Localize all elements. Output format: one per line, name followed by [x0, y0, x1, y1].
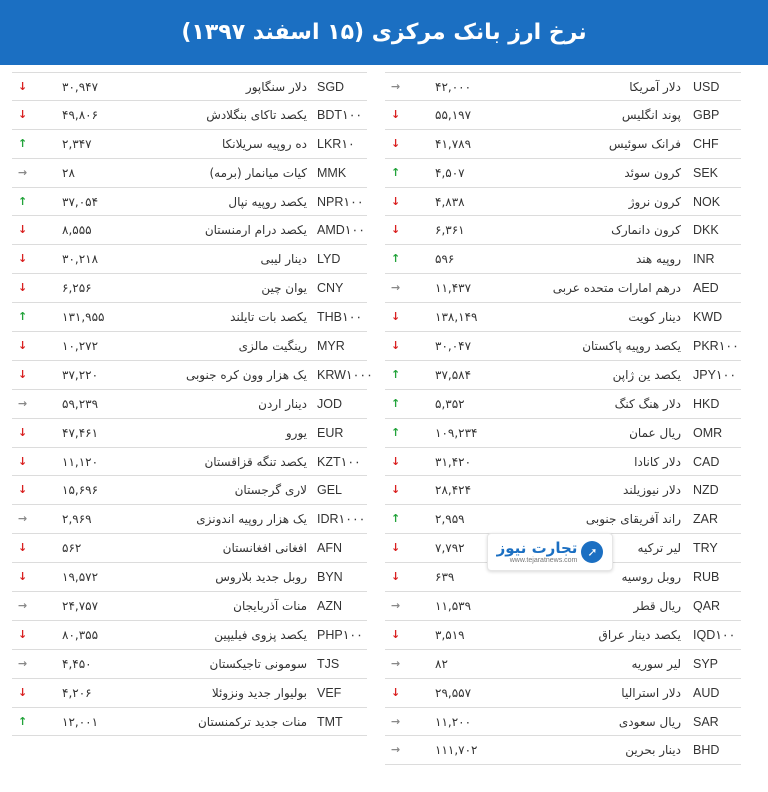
currency-code: THB۱۰۰ — [317, 310, 363, 325]
rate-row — [385, 592, 741, 621]
rate-row — [385, 448, 741, 477]
currency-name: دینار بحرین — [625, 743, 681, 758]
rate-value: ۵۹۶ — [435, 252, 455, 267]
rate-value: ۳۰,۲۱۸ — [62, 252, 99, 267]
currency-code: OMR — [693, 425, 723, 440]
currency-code: RUB — [693, 570, 720, 585]
currency-code: HKD — [693, 396, 720, 411]
rate-row — [12, 621, 367, 650]
header-bar — [0, 0, 768, 65]
currency-code: IDR۱۰۰۰ — [317, 512, 366, 527]
rate-row — [385, 274, 741, 303]
trend-same-icon: → — [18, 512, 28, 526]
currency-code: BHD — [693, 743, 720, 758]
rate-row — [12, 159, 367, 188]
rate-value: ۴۲,۰۰۰ — [435, 80, 472, 94]
currency-name: یکصد تنگه قزاقستان — [204, 454, 307, 469]
currency-code: KRW۱۰۰۰ — [317, 367, 373, 382]
logo-text — [497, 540, 578, 565]
currency-name: افغانی افغانستان — [222, 541, 307, 556]
currency-name: دلار سنگاپور — [245, 80, 307, 94]
rate-value: ۶,۳۶۱ — [435, 223, 465, 238]
rate-value: ۴,۵۰۷ — [435, 165, 465, 180]
currency-name: ریال عمان — [629, 425, 681, 440]
currency-code: TMT — [317, 714, 343, 729]
trend-down-icon: ↓ — [391, 483, 401, 497]
trend-down-icon: ↓ — [18, 281, 28, 295]
currency-code: MMK — [317, 165, 347, 180]
trend-down-icon: ↓ — [391, 107, 401, 121]
trend-down-icon: ↓ — [18, 107, 28, 121]
rate-value: ۳۷,۰۵۴ — [62, 194, 99, 209]
currency-name: درهم امارات متحده عربی — [552, 281, 681, 296]
currency-name: دلار استرالیا — [621, 685, 681, 700]
rate-value: ۱۳۱,۹۵۵ — [62, 310, 105, 325]
rate-row — [385, 621, 741, 650]
currency-name: ریال سعودی — [618, 714, 681, 729]
rate-row — [385, 303, 741, 332]
rate-row — [385, 245, 741, 274]
trend-down-icon: ↓ — [18, 627, 28, 641]
trend-down-icon: ↓ — [391, 570, 401, 584]
rate-value: ۳۷,۵۸۴ — [435, 367, 472, 382]
rate-value: ۲,۳۴۷ — [62, 136, 92, 151]
currency-code: KWD — [693, 310, 723, 325]
currency-code: NOK — [693, 194, 721, 209]
currency-code: TRY — [693, 541, 718, 556]
rate-value: ۲۹,۵۵۷ — [435, 685, 472, 700]
currency-code: SAR — [693, 714, 719, 729]
currency-code: PHP۱۰۰ — [317, 627, 363, 642]
currency-name: رینگیت مالزی — [238, 339, 307, 354]
trend-down-icon: ↓ — [18, 483, 28, 497]
currency-name: لاری گرجستان — [234, 483, 307, 498]
currency-code: QAR — [693, 599, 721, 614]
rate-value: ۸,۵۵۵ — [62, 223, 92, 238]
rate-value: ۴۹,۸۰۶ — [62, 107, 99, 122]
trend-same-icon: → — [391, 599, 401, 613]
rate-row — [385, 216, 741, 245]
currency-name: دینار اردن — [258, 396, 307, 411]
rate-value: ۴,۲۰۶ — [62, 685, 92, 700]
currency-code: VEF — [317, 685, 342, 700]
rate-row — [385, 188, 741, 217]
rates-column-right — [385, 72, 741, 765]
rate-value: ۱۰,۲۷۲ — [62, 339, 99, 354]
rate-value: ۱۹,۵۷۲ — [62, 570, 99, 585]
currency-code: AFN — [317, 541, 342, 556]
rate-row — [12, 592, 367, 621]
rate-row — [385, 476, 741, 505]
rate-value: ۵۶۲ — [62, 541, 82, 556]
rate-value: ۳۷,۲۲۰ — [62, 367, 99, 382]
currency-code: AED — [693, 281, 719, 296]
currency-code: BYN — [317, 570, 343, 585]
rate-value: ۱۱,۲۰۰ — [435, 714, 472, 729]
rate-row — [12, 390, 367, 419]
rate-row — [12, 188, 367, 217]
rate-value: ۵۹,۲۳۹ — [62, 396, 99, 411]
trend-up-icon: ↑ — [18, 194, 28, 208]
trend-down-icon: ↓ — [18, 570, 28, 584]
currency-name: دلار آمریکا — [629, 80, 681, 94]
tejaratnews-logo — [487, 533, 613, 571]
trend-down-icon: ↓ — [391, 541, 401, 555]
currency-name: یک هزار وون کره جنوبی — [185, 367, 307, 382]
rate-value: ۶,۲۵۶ — [62, 281, 92, 296]
currency-name: کرون نروژ — [628, 194, 681, 209]
currency-name: یکصد دینار عراق — [598, 627, 681, 642]
currency-code: EUR — [317, 425, 344, 440]
currency-code: LYD — [317, 252, 341, 267]
currency-name: یکصد درام ارمنستان — [204, 223, 307, 238]
currency-code: MYR — [317, 339, 345, 354]
trend-up-icon: ↑ — [391, 252, 401, 266]
trend-down-icon: ↓ — [18, 367, 28, 381]
trend-up-icon: ↑ — [391, 425, 401, 439]
rate-row — [385, 708, 741, 737]
rate-row — [12, 650, 367, 679]
currency-name: سومونی تاجیکستان — [209, 656, 307, 671]
rate-row — [385, 650, 741, 679]
trend-down-icon: ↓ — [391, 627, 401, 641]
currency-code: CAD — [693, 454, 720, 469]
rate-row — [12, 216, 367, 245]
trend-up-icon: ↑ — [18, 714, 28, 728]
currency-code: PKR۱۰۰ — [693, 339, 739, 354]
currency-code: DKK — [693, 223, 719, 238]
rate-row — [12, 534, 367, 563]
currency-code: NPR۱۰۰ — [317, 194, 364, 209]
logo-main-text: تجارت نیوز — [496, 538, 578, 557]
currency-name: یکصد بات تایلند — [230, 310, 307, 325]
currency-name: لیر سوریه — [631, 656, 681, 671]
trend-down-icon: ↓ — [18, 425, 28, 439]
currency-code: CHF — [693, 136, 719, 151]
currency-name: یکصد روپیه نپال — [228, 194, 307, 209]
rate-row — [12, 274, 367, 303]
rate-row — [12, 101, 367, 130]
rate-row — [385, 736, 741, 765]
rate-value: ۸۲ — [435, 656, 448, 671]
rate-row — [12, 130, 367, 159]
currency-name: دینار کویت — [628, 310, 681, 325]
currency-name: یوان چین — [261, 281, 307, 296]
rate-value: ۱۳۸,۱۴۹ — [435, 310, 478, 325]
currency-name: یورو — [285, 425, 307, 440]
rate-value: ۲۸ — [62, 165, 75, 180]
currency-code: KZT۱۰۰ — [317, 454, 361, 469]
trend-up-icon: ↑ — [391, 512, 401, 526]
currency-name: یکصد تاکای بنگلادش — [206, 107, 307, 122]
trend-down-icon: ↓ — [18, 252, 28, 266]
rate-value: ۷,۷۹۲ — [435, 541, 465, 556]
currency-code: SEK — [693, 165, 719, 180]
currency-name: بولیوار جدید ونزوئلا — [211, 685, 307, 700]
trend-down-icon: ↓ — [391, 194, 401, 208]
trend-down-icon: ↓ — [391, 310, 401, 324]
rate-value: ۳۰,۹۴۷ — [62, 80, 99, 94]
currency-code: BDT۱۰۰ — [317, 107, 363, 122]
currency-name: کرون دانمارک — [611, 223, 681, 238]
trend-same-icon: → — [18, 656, 28, 670]
rate-value: ۶۳۹ — [435, 570, 455, 585]
rate-value: ۲,۹۶۹ — [62, 512, 92, 527]
trend-down-icon: ↓ — [391, 685, 401, 699]
rate-value: ۴۱,۷۸۹ — [435, 136, 472, 151]
rate-row — [12, 708, 367, 737]
trend-up-icon: ↑ — [391, 396, 401, 410]
currency-code: GEL — [317, 483, 343, 498]
currency-name: دلار هنگ کنگ — [614, 396, 681, 411]
rate-value: ۱۱,۵۳۹ — [435, 599, 472, 614]
rate-row — [12, 419, 367, 448]
rates-column-left — [12, 72, 373, 736]
currency-name: یکصد روپیه پاکستان — [582, 339, 681, 354]
rate-value: ۴۷,۴۶۱ — [62, 425, 99, 440]
trend-same-icon: → — [391, 714, 401, 728]
currency-code: AUD — [693, 685, 720, 700]
currency-name: کیات میانمار (برمه) — [209, 165, 307, 180]
rate-row — [12, 563, 367, 592]
trend-down-icon: ↓ — [18, 541, 28, 555]
currency-code: INR — [693, 252, 715, 267]
rate-row — [385, 679, 741, 708]
currency-code: CNY — [317, 281, 344, 296]
currency-name: پوند انگلیس — [621, 107, 681, 122]
trend-down-icon: ↓ — [18, 454, 28, 468]
currency-name: یکصد ین ژاپن — [612, 367, 681, 382]
currency-name: منات آذربایجان — [233, 599, 307, 614]
rate-value: ۵,۳۵۲ — [435, 396, 465, 411]
rate-row — [385, 130, 741, 159]
rate-row — [12, 245, 367, 274]
rate-value: ۱۱۱,۷۰۲ — [435, 743, 478, 758]
rate-value: ۳۱,۴۲۰ — [435, 454, 472, 469]
trend-same-icon: → — [18, 396, 28, 410]
trend-same-icon: → — [18, 165, 28, 179]
rate-row — [385, 159, 741, 188]
trend-same-icon: → — [18, 599, 28, 613]
currency-code: USD — [693, 80, 720, 94]
rate-value: ۱۱,۴۳۷ — [435, 281, 472, 296]
logo-url: www.tejaratnews.com — [509, 556, 578, 564]
currency-name: کرون سوئد — [624, 165, 681, 180]
currency-name: دلار نیوزیلند — [623, 483, 681, 498]
trend-down-icon: ↓ — [18, 223, 28, 237]
currency-code: AZN — [317, 599, 342, 614]
currency-name: لیر ترکیه — [637, 541, 681, 556]
rate-row — [385, 390, 741, 419]
rate-row — [12, 361, 373, 390]
currency-name: راند آفریقای جنوبی — [585, 512, 681, 527]
rate-row — [12, 505, 367, 534]
currency-name: روبل جدید بلاروس — [215, 570, 307, 585]
currency-name: دلار کانادا — [634, 454, 681, 469]
trend-up-icon: ↑ — [18, 136, 28, 150]
trend-same-icon: → — [391, 656, 401, 670]
rate-value: ۵۵,۱۹۷ — [435, 107, 472, 122]
currency-name: ده روپیه سریلانکا — [221, 136, 307, 151]
trend-up-icon: ↑ — [391, 367, 401, 381]
currency-code: JOD — [317, 396, 342, 411]
currency-code: SYP — [693, 656, 719, 671]
rate-row — [12, 448, 367, 477]
rate-row — [12, 72, 367, 101]
currency-code: JPY۱۰۰ — [693, 367, 737, 382]
rate-value: ۲۸,۴۲۴ — [435, 483, 472, 498]
trend-down-icon: ↓ — [391, 454, 401, 468]
rate-row — [12, 303, 367, 332]
rate-row — [385, 101, 741, 130]
currency-code: IQD۱۰۰ — [693, 627, 736, 642]
rate-row — [385, 505, 741, 534]
currency-name: یکصد پزوی فیلیپین — [214, 627, 307, 642]
trend-up-icon: ↑ — [391, 165, 401, 179]
rate-value: ۳۰,۰۴۷ — [435, 339, 472, 354]
rate-value: ۴,۸۳۸ — [435, 194, 465, 209]
currency-name: روبل روسیه — [621, 570, 681, 585]
rate-value: ۸۰,۳۵۵ — [62, 627, 99, 642]
currency-name: منات جدید ترکمنستان — [197, 714, 307, 729]
rate-value: ۴,۴۵۰ — [62, 656, 92, 671]
trend-down-icon: ↓ — [391, 136, 401, 150]
rate-value: ۳,۵۱۹ — [435, 627, 465, 642]
trend-down-icon: ↓ — [18, 339, 28, 353]
currency-code: SGD — [317, 80, 345, 94]
rate-row — [12, 679, 367, 708]
trend-same-icon: → — [391, 80, 401, 93]
rate-row — [12, 476, 367, 505]
currency-code: ZAR — [693, 512, 718, 527]
currency-code: LKR۱۰ — [317, 136, 355, 151]
trend-same-icon: → — [391, 743, 401, 757]
rate-value: ۲۴,۷۵۷ — [62, 599, 99, 614]
currency-code: AMD۱۰۰ — [317, 223, 365, 238]
currency-code: TJS — [317, 656, 340, 671]
trend-down-icon: ↓ — [391, 339, 401, 353]
logo-arrow-icon: ➚ — [581, 541, 603, 563]
currency-name: روپیه هند — [635, 252, 681, 267]
trend-down-icon: ↓ — [18, 80, 28, 93]
rate-row — [385, 361, 741, 390]
trend-down-icon: ↓ — [391, 223, 401, 237]
currency-code: NZD — [693, 483, 719, 498]
currency-name: یک هزار روپیه اندونزی — [196, 512, 307, 527]
rate-row — [385, 72, 741, 101]
rate-row — [12, 332, 367, 361]
rate-row — [385, 332, 741, 361]
rate-row — [385, 419, 741, 448]
rate-value: ۲,۹۵۹ — [435, 512, 465, 527]
page-title: نرخ ارز بانک مرکزی (۱۵ اسفند ۱۳۹۷) — [181, 20, 587, 45]
rate-value: ۱۱,۱۲۰ — [62, 454, 99, 469]
rate-value: ۱۰۹,۲۳۴ — [435, 425, 478, 440]
trend-up-icon: ↑ — [18, 310, 28, 324]
currency-name: فرانک سوئیس — [608, 136, 681, 151]
currency-name: ریال قطر — [633, 599, 681, 614]
rate-value: ۱۲,۰۰۱ — [62, 714, 99, 729]
currency-code: GBP — [693, 107, 720, 122]
currency-name: دینار لیبی — [260, 252, 307, 267]
rate-value: ۱۵,۶۹۶ — [62, 483, 99, 498]
trend-same-icon: → — [391, 281, 401, 295]
trend-down-icon: ↓ — [18, 685, 28, 699]
